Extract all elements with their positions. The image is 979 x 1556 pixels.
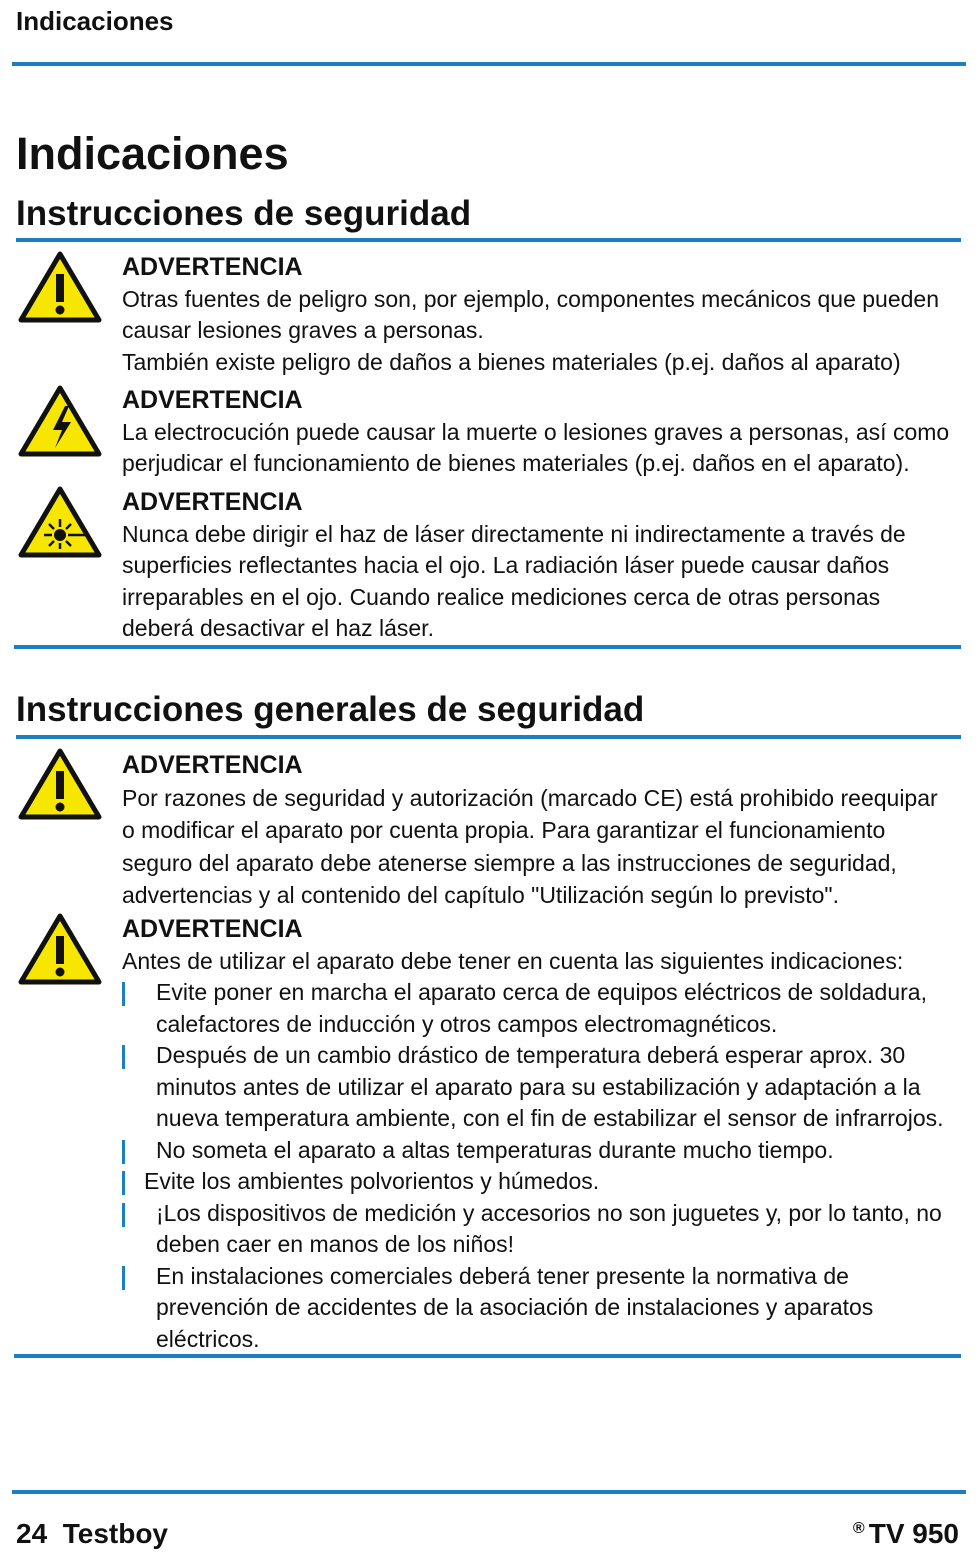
warning-label: ADVERTENCIA <box>122 915 303 943</box>
list-item <box>122 1166 952 1198</box>
warning-text: La electrocución puede causar la muerte o lesiones graves a personas, así como perjudicar el funcionamiento de bienes materiales (p.ej. daños en el aparato). <box>122 418 950 476</box>
section2-top-rule <box>16 735 961 739</box>
warning-block-1 <box>122 252 952 378</box>
list-item-text: Después de un cambio drástico de temperatura deberá esperar aprox. 30 minutos antes de utilizar el aparato para su estabilización y adaptación a la nueva temperatura ambiente, con el fin de estabilizar el sensor de infrarrojos. <box>156 1042 944 1131</box>
list-item-text: No someta el aparato a altas temperaturas durante mucho tiempo. <box>156 1136 834 1163</box>
bullet-bar <box>122 982 125 1006</box>
warning-text: También existe peligro de daños a bienes materiales (p.ej. daños al aparato) <box>122 348 901 375</box>
list-item-text: En instalaciones comerciales deberá tener presente la normativa de prevención de accidentes de la asociación de instalaciones y aparatos eléctricos. <box>156 1262 874 1352</box>
warning-label: ADVERTENCIA <box>122 253 303 281</box>
model-name: TV 950 <box>868 1518 959 1549</box>
bullet-bar <box>122 1045 125 1069</box>
section1-top-rule <box>16 238 961 242</box>
footer-model <box>853 1518 959 1550</box>
warning-label: ADVERTENCIA <box>122 386 303 414</box>
list-item-text: Evite los ambientes polvorientos y húmedos. <box>144 1168 600 1194</box>
section-title-safety: Instrucciones de seguridad <box>16 194 472 233</box>
warning-label: ADVERTENCIA <box>122 488 303 516</box>
warning-block-5 <box>122 914 952 1355</box>
bullet-bar <box>122 1203 125 1227</box>
general-warning-icon <box>17 250 103 324</box>
running-header: Indicaciones <box>16 6 174 36</box>
list-item <box>122 1198 952 1261</box>
warning-text: Otras fuentes de peligro son, por ejemplo, componentes mecánicos que pueden causar lesiones graves a personas. <box>122 285 940 343</box>
general-warning-icon <box>17 747 103 821</box>
general-warning-icon <box>17 912 103 986</box>
electric-shock-warning-icon <box>17 384 103 458</box>
list-item-text: Evite poner en marcha el aparato cerca de equipos eléctricos de soldadura, calefactores de inducción y otros campos electromagnéticos. <box>156 979 927 1037</box>
warning-block-3 <box>122 487 952 645</box>
warning-label: ADVERTENCIA <box>122 751 303 779</box>
warning-text: Nunca debe dirigir el haz de láser directamente ni indirectamente a través de superficies reflectantes hacia el ojo. La radiación láser puede causar daños irreparables en el ojo. Cuando realice mediciones cerca de otras personas deberá desactivar el haz láser. <box>122 520 906 641</box>
list-item <box>122 1261 952 1356</box>
laser-warning-icon <box>17 485 103 559</box>
header-rule <box>12 62 966 66</box>
brand-name: Testboy <box>62 1518 168 1549</box>
list-item <box>122 1135 952 1167</box>
footer-page-brand <box>16 1518 168 1550</box>
warning-block-2 <box>122 385 952 480</box>
precautions-list <box>122 977 952 1355</box>
page-number: 24 <box>16 1518 48 1549</box>
list-item-text: ¡Los dispositivos de medición y accesorios no son juguetes y, por lo tanto, no deben caer en manos de los niños! <box>156 1199 942 1257</box>
warning-text: Por razones de seguridad y autorización (marcado CE) está prohibido reequipar o modificar el aparato por cuenta propia. Para garantizar el funcionamiento seguro del aparato debe atenerse siempre a las instrucciones de seguridad, advertencias y al contenido del capítulo "Utilización según lo previsto". <box>122 784 938 908</box>
bullet-bar <box>122 1171 125 1195</box>
list-item <box>122 977 952 1040</box>
section-title-general-safety: Instrucciones generales de seguridad <box>16 690 645 729</box>
warning-intro: Antes de utilizar el aparato debe tener en cuenta las siguientes indicaciones: <box>122 947 904 974</box>
bullet-bar <box>122 1266 125 1290</box>
bullet-bar <box>122 1140 125 1164</box>
list-item <box>122 1040 952 1135</box>
page-title: Indicaciones <box>16 128 289 179</box>
registered-mark: ® <box>852 1520 865 1537</box>
footer-rule <box>12 1490 966 1494</box>
section2-bottom-rule <box>14 1354 961 1358</box>
warning-block-4 <box>122 749 952 912</box>
section1-bottom-rule <box>14 645 961 649</box>
